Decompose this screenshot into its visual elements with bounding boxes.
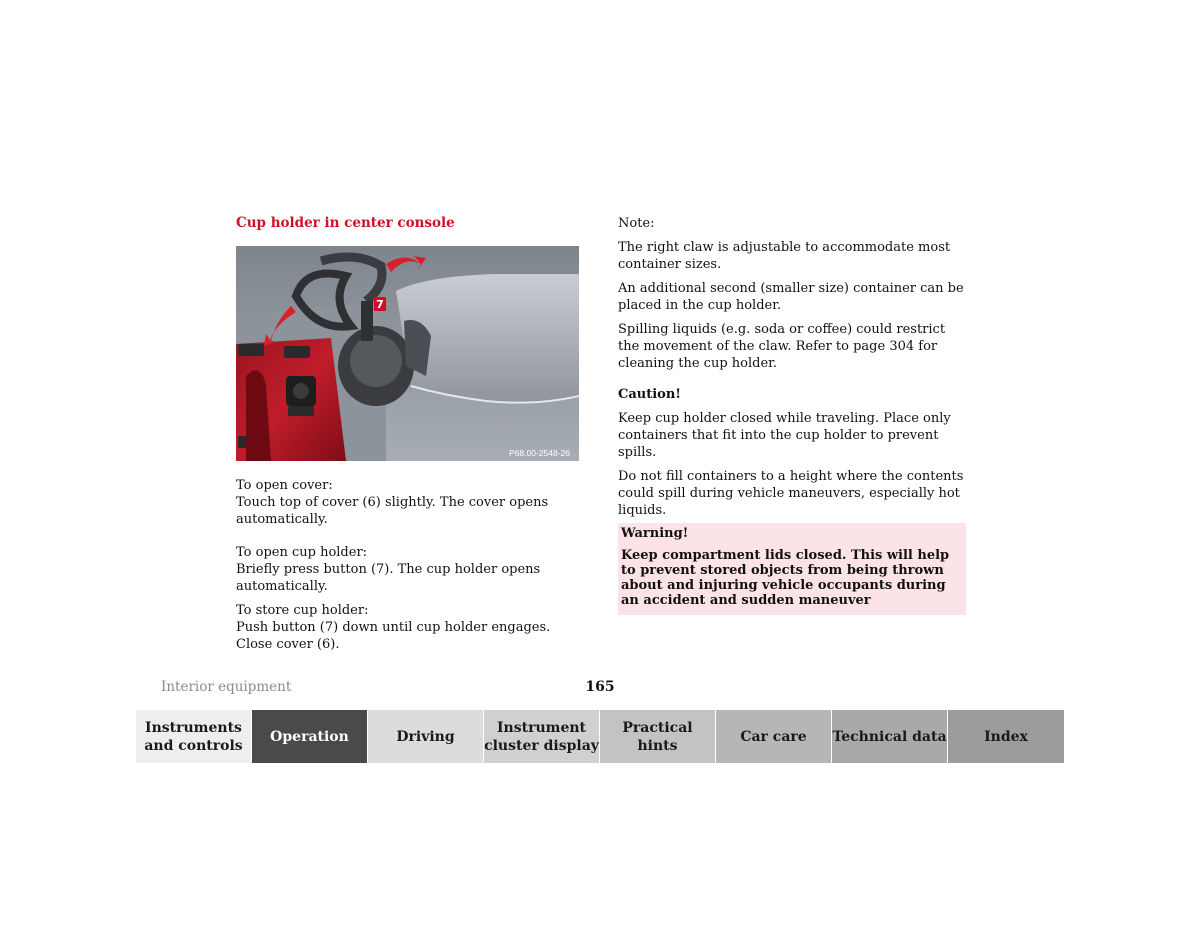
open-cover-text: Touch top of cover (6) slightly. The cover opens automatically. xyxy=(236,495,549,527)
tab-index[interactable]: Index xyxy=(948,710,1064,763)
open-holder-block xyxy=(236,544,581,595)
image-code: P68.00-2548-26 xyxy=(509,448,570,458)
tab-operation[interactable]: Operation xyxy=(252,710,368,763)
open-cover-title: To open cover: xyxy=(236,478,333,493)
note-paragraph-1: The right claw is adjustable to accommodate most container sizes. xyxy=(618,240,951,272)
note-paragraph-2: An additional second (smaller size) container can be placed in the cup holder. xyxy=(618,281,964,313)
store-holder-title: To store cup holder: xyxy=(236,603,369,618)
notes-column xyxy=(618,215,968,526)
open-holder-text: Briefly press button (7). The cup holder opens automatically. xyxy=(236,562,541,594)
chapter-nav xyxy=(136,710,1065,763)
tab-technical-data[interactable]: Technical data xyxy=(832,710,948,763)
footer-section-title: Interior equipment xyxy=(161,679,292,695)
note-label: Note: xyxy=(618,216,655,231)
tab-instrument-cluster-display[interactable]: Instrument cluster display xyxy=(484,710,600,763)
instructions-column xyxy=(236,477,581,660)
caution-label: Caution! xyxy=(618,387,681,402)
tab-instruments-and-controls[interactable]: Instruments and controls xyxy=(136,710,252,763)
caution-paragraph-1: Keep cup holder closed while traveling. Place only containers that fit into the cup holder to prevent spills. xyxy=(618,411,951,460)
warning-text: Keep compartment lids closed. This will help to prevent stored objects from being thrown about and injuring vehicle occupants during an accident and sudden maneuver xyxy=(621,548,950,608)
section-heading: Cup holder in center console xyxy=(236,215,455,231)
store-holder-text: Push button (7) down until cup holder engages. Close cover (6). xyxy=(236,620,551,652)
open-cover-block xyxy=(236,477,581,528)
callout-label: 7 xyxy=(376,298,384,311)
store-holder-block xyxy=(236,602,581,653)
tab-practical-hints[interactable]: Practical hints xyxy=(600,710,716,763)
warning-box xyxy=(618,523,966,615)
caution-paragraph-2: Do not fill containers to a height where the contents could spill during vehicle maneuvers, especially hot liquids. xyxy=(618,469,964,518)
page-number: 165 xyxy=(585,679,615,695)
cup-holder-illustration xyxy=(236,246,579,461)
open-holder-title: To open cup holder: xyxy=(236,545,368,560)
note-paragraph-3: Spilling liquids (e.g. soda or coffee) could restrict the movement of the claw. Refer to page 304 for cleaning the cup holder. xyxy=(618,322,946,371)
tab-car-care[interactable]: Car care xyxy=(716,710,832,763)
tab-driving[interactable]: Driving xyxy=(368,710,484,763)
warning-title: Warning! xyxy=(621,526,689,541)
